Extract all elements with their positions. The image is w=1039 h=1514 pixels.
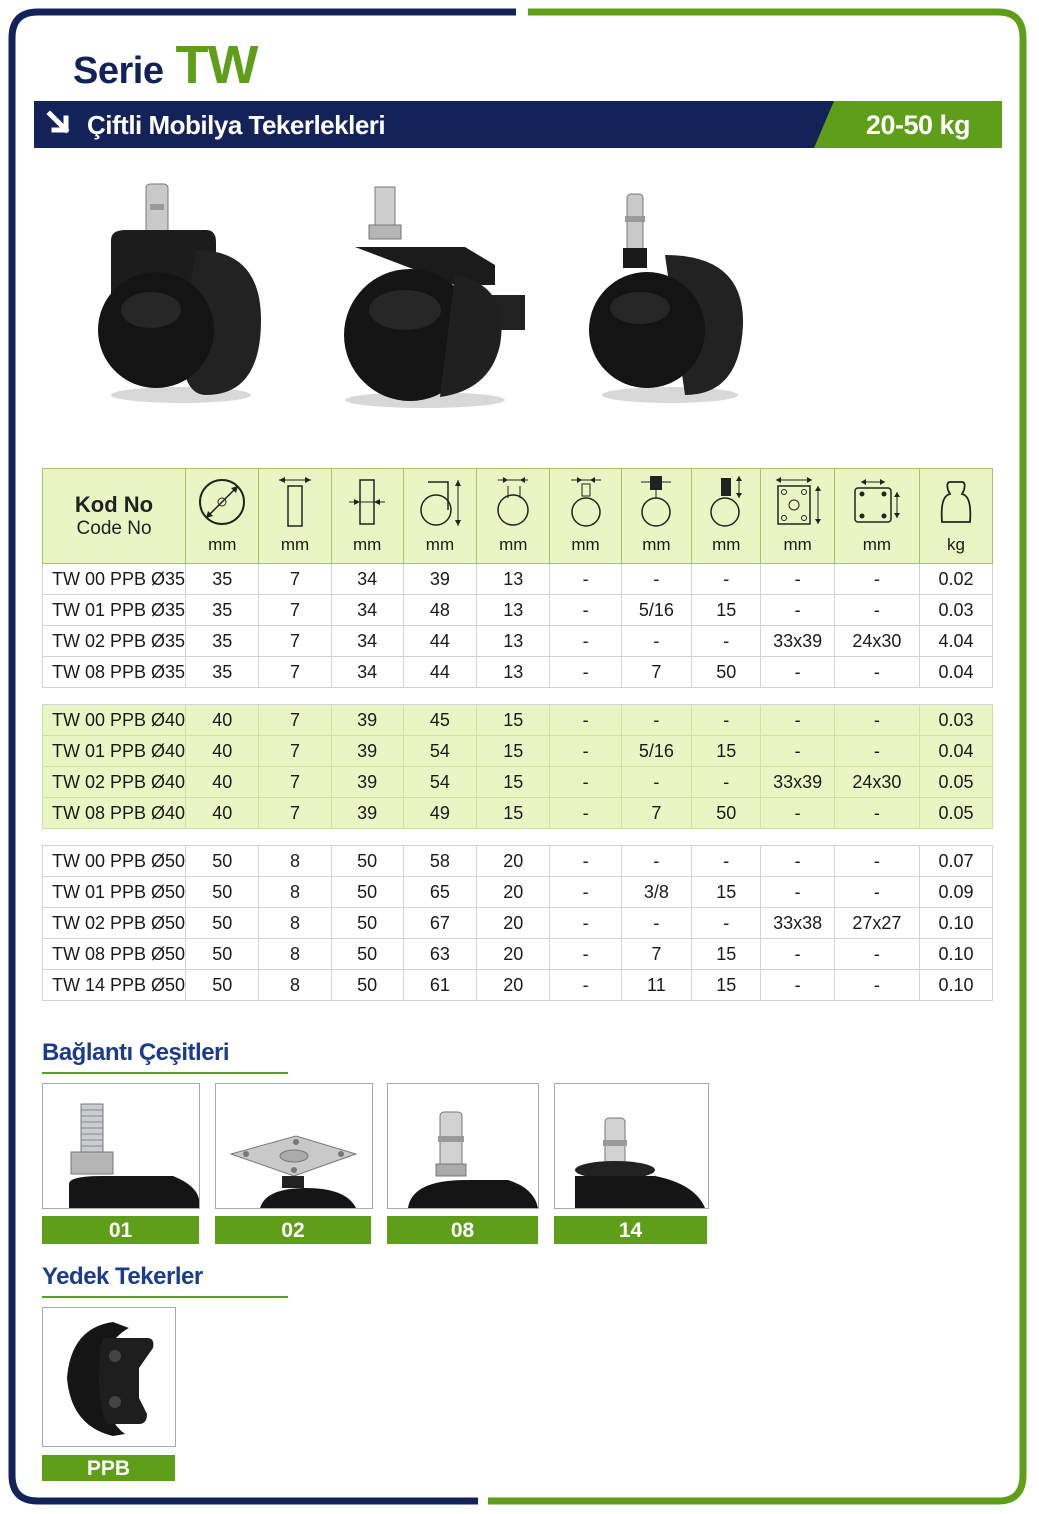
- connection-label-02: 02: [215, 1216, 371, 1244]
- load-range: 20-50 kg: [865, 110, 970, 140]
- table-cell: 39: [331, 736, 403, 767]
- col-unit: kg: [946, 535, 965, 554]
- table-cell: 13: [477, 657, 550, 688]
- table-cell: 0.03: [919, 705, 992, 736]
- table-cell: 8: [259, 939, 331, 970]
- table-cell: 35: [186, 626, 259, 657]
- table-cell: -: [550, 595, 621, 626]
- table-cell: -: [761, 657, 834, 688]
- table-cell: 33x39: [761, 626, 834, 657]
- table-cell: -: [834, 595, 919, 626]
- table-cell: 0.09: [919, 877, 992, 908]
- offset-icon: [477, 469, 549, 535]
- table-cell: 8: [259, 970, 331, 1001]
- table-cell: 15: [477, 798, 550, 829]
- connections-underline: [42, 1072, 288, 1074]
- table-cell: -: [550, 626, 621, 657]
- hole-spacing-icon: [835, 469, 919, 535]
- table-cell: -: [834, 564, 919, 595]
- spacer-cell: [43, 829, 993, 846]
- table-cell: 20: [477, 908, 550, 939]
- col-unit: mm: [712, 535, 741, 554]
- table-row: [43, 908, 993, 939]
- table-cell: 65: [403, 877, 476, 908]
- table-cell: 50: [186, 908, 259, 939]
- table-cell: 20: [477, 877, 550, 908]
- table-cell: 35: [186, 595, 259, 626]
- table-cell: 0.05: [919, 798, 992, 829]
- col-stem-diameter: [550, 469, 621, 564]
- table-cell: -: [621, 767, 691, 798]
- table-cell: 7: [259, 657, 331, 688]
- table-cell: 5/16: [621, 595, 691, 626]
- table-cell: 15: [477, 705, 550, 736]
- table-cell: 7: [621, 939, 691, 970]
- col-unit: mm: [862, 535, 892, 554]
- col-unit: mm: [353, 535, 382, 554]
- table-cell: -: [550, 657, 621, 688]
- series-title: [73, 34, 257, 94]
- table-cell: 39: [331, 798, 403, 829]
- table-cell: 50: [331, 970, 403, 1001]
- caster-image-1: [96, 180, 266, 410]
- col-unit: mm: [425, 535, 455, 554]
- banner-title: Çiftli Mobilya Tekerlekleri: [87, 110, 386, 140]
- hub-length-icon: [332, 469, 403, 535]
- table-cell: -: [621, 846, 691, 877]
- table-cell: 7: [259, 595, 331, 626]
- table-cell: 8: [259, 877, 331, 908]
- table-cell: 58: [403, 846, 476, 877]
- table-cell: 20: [477, 939, 550, 970]
- table-cell: 24x30: [834, 626, 919, 657]
- table-cell: 39: [403, 564, 476, 595]
- table-cell: 15: [692, 970, 761, 1001]
- table-cell: 33x38: [761, 908, 834, 939]
- col-weight: [919, 469, 992, 564]
- table-cell: 35: [186, 564, 259, 595]
- code-header: [43, 469, 186, 564]
- col-unit: mm: [571, 535, 600, 554]
- col-unit: mm: [280, 535, 310, 554]
- table-cell: -: [692, 908, 761, 939]
- table-cell: 7: [259, 798, 331, 829]
- table-cell: -: [550, 846, 621, 877]
- table-cell: -: [834, 939, 919, 970]
- table-cell: 15: [477, 736, 550, 767]
- group-spacer: [43, 688, 993, 705]
- caster-image-3: [585, 190, 750, 410]
- table-cell: 50: [186, 877, 259, 908]
- table-cell: 20: [477, 846, 550, 877]
- col-thread-size: [621, 469, 691, 564]
- table-cell: -: [550, 564, 621, 595]
- col-plate-size: [761, 469, 834, 564]
- table-cell: -: [761, 939, 834, 970]
- serie-code: TW: [175, 35, 258, 95]
- table-cell: -: [761, 736, 834, 767]
- col-unit: mm: [783, 535, 812, 554]
- table-cell: 0.03: [919, 595, 992, 626]
- table-cell: 20: [477, 970, 550, 1001]
- table-cell: 54: [403, 767, 476, 798]
- table-cell: -: [761, 595, 834, 626]
- table-cell: 15: [692, 939, 761, 970]
- table-cell: 50: [331, 877, 403, 908]
- table-cell: 11: [621, 970, 691, 1001]
- table-cell: 50: [692, 798, 761, 829]
- table-cell: 40: [186, 767, 259, 798]
- table-row: [43, 595, 993, 626]
- connection-image-01: [42, 1083, 200, 1209]
- table-cell: -: [550, 908, 621, 939]
- table-cell: -: [834, 736, 919, 767]
- table-cell: -: [550, 767, 621, 798]
- connection-image-14: [554, 1083, 709, 1209]
- table-cell: 40: [186, 736, 259, 767]
- table-cell: 39: [331, 767, 403, 798]
- table-cell: 39: [331, 705, 403, 736]
- spare-label-ppb: PPB: [42, 1455, 175, 1481]
- table-cell: -: [761, 877, 834, 908]
- table-cell: 61: [403, 970, 476, 1001]
- connection-image-02: [215, 1083, 373, 1209]
- table-cell: 54: [403, 736, 476, 767]
- spare-wheel-image: [42, 1307, 176, 1447]
- table-row: [43, 877, 993, 908]
- table-cell: -: [621, 626, 691, 657]
- table-cell: 8: [259, 908, 331, 939]
- table-cell: -: [834, 877, 919, 908]
- weight-icon: [920, 469, 992, 535]
- stem-diameter-icon: [550, 469, 620, 535]
- col-hole-spacing: [834, 469, 919, 564]
- table-cell: 50: [186, 970, 259, 1001]
- table-row: [43, 736, 993, 767]
- product-code-cell: TW 01 PPB Ø40: [43, 736, 186, 767]
- code-header-line2: Code No: [76, 518, 152, 539]
- product-code-cell: TW 02 PPB Ø50: [43, 908, 186, 939]
- table-cell: 34: [331, 657, 403, 688]
- table-cell: -: [834, 846, 919, 877]
- product-code-cell: TW 00 PPB Ø40: [43, 705, 186, 736]
- table-cell: 40: [186, 798, 259, 829]
- spec-table: [42, 468, 993, 1001]
- product-code-cell: TW 14 PPB Ø50: [43, 970, 186, 1001]
- table-cell: 50: [331, 908, 403, 939]
- table-row: [43, 657, 993, 688]
- table-cell: 7: [621, 798, 691, 829]
- col-unit: mm: [642, 535, 671, 554]
- product-code-cell: TW 01 PPB Ø50: [43, 877, 186, 908]
- product-code-cell: TW 01 PPB Ø35: [43, 595, 186, 626]
- connection-label-01: 01: [42, 1216, 199, 1244]
- connection-image-08: [387, 1083, 539, 1209]
- table-cell: 44: [403, 657, 476, 688]
- table-row: [43, 939, 993, 970]
- table-cell: -: [550, 798, 621, 829]
- table-cell: -: [621, 564, 691, 595]
- spares-title: Yedek Tekerler: [42, 1263, 203, 1290]
- table-cell: 4.04: [919, 626, 992, 657]
- table-cell: 15: [477, 767, 550, 798]
- spacer-cell: [43, 688, 993, 705]
- table-cell: -: [550, 970, 621, 1001]
- table-cell: 15: [692, 877, 761, 908]
- connection-label-08: 08: [387, 1216, 538, 1244]
- product-code-cell: TW 00 PPB Ø50: [43, 846, 186, 877]
- product-code-cell: TW 00 PPB Ø35: [43, 564, 186, 595]
- table-cell: 7: [259, 626, 331, 657]
- table-cell: 50: [692, 657, 761, 688]
- col-offset: [477, 469, 550, 564]
- table-cell: -: [550, 939, 621, 970]
- table-cell: -: [692, 846, 761, 877]
- wheel-width-icon: [259, 469, 330, 535]
- table-cell: 27x27: [834, 908, 919, 939]
- table-cell: 3/8: [621, 877, 691, 908]
- table-header-row: [43, 469, 993, 564]
- wheel-diameter-icon: [186, 469, 258, 535]
- col-stem-length: [692, 469, 761, 564]
- table-cell: 15: [692, 595, 761, 626]
- table-cell: -: [550, 877, 621, 908]
- caster-image-2: [335, 185, 530, 415]
- table-cell: 0.07: [919, 846, 992, 877]
- table-row: [43, 798, 993, 829]
- spec-table-body: [43, 564, 993, 1001]
- table-cell: -: [692, 767, 761, 798]
- table-cell: -: [761, 798, 834, 829]
- table-cell: 48: [403, 595, 476, 626]
- table-cell: 13: [477, 595, 550, 626]
- table-cell: -: [834, 657, 919, 688]
- table-cell: 44: [403, 626, 476, 657]
- table-cell: -: [834, 970, 919, 1001]
- table-cell: -: [761, 564, 834, 595]
- table-cell: 0.02: [919, 564, 992, 595]
- table-cell: 34: [331, 626, 403, 657]
- plate-size-icon: [761, 469, 833, 535]
- col-wheel-diameter: [186, 469, 259, 564]
- group-spacer: [43, 829, 993, 846]
- table-cell: -: [834, 705, 919, 736]
- table-cell: 33x39: [761, 767, 834, 798]
- table-row: [43, 626, 993, 657]
- table-cell: 49: [403, 798, 476, 829]
- col-unit: mm: [499, 535, 528, 554]
- table-cell: -: [621, 908, 691, 939]
- table-cell: -: [621, 705, 691, 736]
- col-unit: mm: [208, 535, 237, 554]
- table-cell: 40: [186, 705, 259, 736]
- stem-length-icon: [692, 469, 760, 535]
- table-cell: 34: [331, 595, 403, 626]
- product-code-cell: TW 08 PPB Ø40: [43, 798, 186, 829]
- thread-size-icon: [622, 469, 691, 535]
- table-cell: -: [692, 626, 761, 657]
- table-cell: 7: [259, 736, 331, 767]
- total-height-icon: [404, 469, 476, 535]
- table-row: [43, 705, 993, 736]
- table-cell: -: [692, 564, 761, 595]
- table-cell: 0.10: [919, 908, 992, 939]
- table-cell: 15: [692, 736, 761, 767]
- table-cell: 0.04: [919, 657, 992, 688]
- table-row: [43, 767, 993, 798]
- table-cell: 24x30: [834, 767, 919, 798]
- table-cell: 45: [403, 705, 476, 736]
- table-cell: 50: [186, 939, 259, 970]
- table-cell: 13: [477, 626, 550, 657]
- col-total-height: [403, 469, 476, 564]
- table-cell: 13: [477, 564, 550, 595]
- col-hub-length: [331, 469, 403, 564]
- table-row: [43, 846, 993, 877]
- table-cell: -: [761, 846, 834, 877]
- table-cell: 50: [186, 846, 259, 877]
- table-cell: 50: [331, 939, 403, 970]
- product-code-cell: TW 08 PPB Ø50: [43, 939, 186, 970]
- table-cell: -: [761, 970, 834, 1001]
- table-row: [43, 970, 993, 1001]
- table-cell: 35: [186, 657, 259, 688]
- table-cell: -: [834, 798, 919, 829]
- table-cell: 63: [403, 939, 476, 970]
- table-cell: -: [692, 705, 761, 736]
- code-header-line1: Kod No: [74, 492, 154, 517]
- table-cell: 7: [259, 564, 331, 595]
- table-cell: 0.10: [919, 939, 992, 970]
- product-code-cell: TW 08 PPB Ø35: [43, 657, 186, 688]
- table-cell: -: [761, 705, 834, 736]
- arrow-down-right-icon: [44, 108, 76, 140]
- table-row: [43, 564, 993, 595]
- product-code-cell: TW 02 PPB Ø40: [43, 767, 186, 798]
- connections-title: Bağlantı Çeşitleri: [42, 1039, 230, 1066]
- connection-label-14: 14: [554, 1216, 707, 1244]
- product-code-cell: TW 02 PPB Ø35: [43, 626, 186, 657]
- table-cell: 7: [621, 657, 691, 688]
- table-cell: 7: [259, 767, 331, 798]
- table-cell: 0.10: [919, 970, 992, 1001]
- table-cell: -: [550, 705, 621, 736]
- category-banner: [34, 101, 1002, 148]
- table-cell: 8: [259, 846, 331, 877]
- table-cell: 34: [331, 564, 403, 595]
- table-cell: 0.05: [919, 767, 992, 798]
- table-cell: -: [550, 736, 621, 767]
- spares-underline: [42, 1296, 288, 1298]
- table-cell: 5/16: [621, 736, 691, 767]
- col-wheel-width: [259, 469, 331, 564]
- table-cell: 67: [403, 908, 476, 939]
- table-cell: 50: [331, 846, 403, 877]
- serie-word: Serie: [73, 50, 164, 92]
- table-cell: 0.04: [919, 736, 992, 767]
- table-cell: 7: [259, 705, 331, 736]
